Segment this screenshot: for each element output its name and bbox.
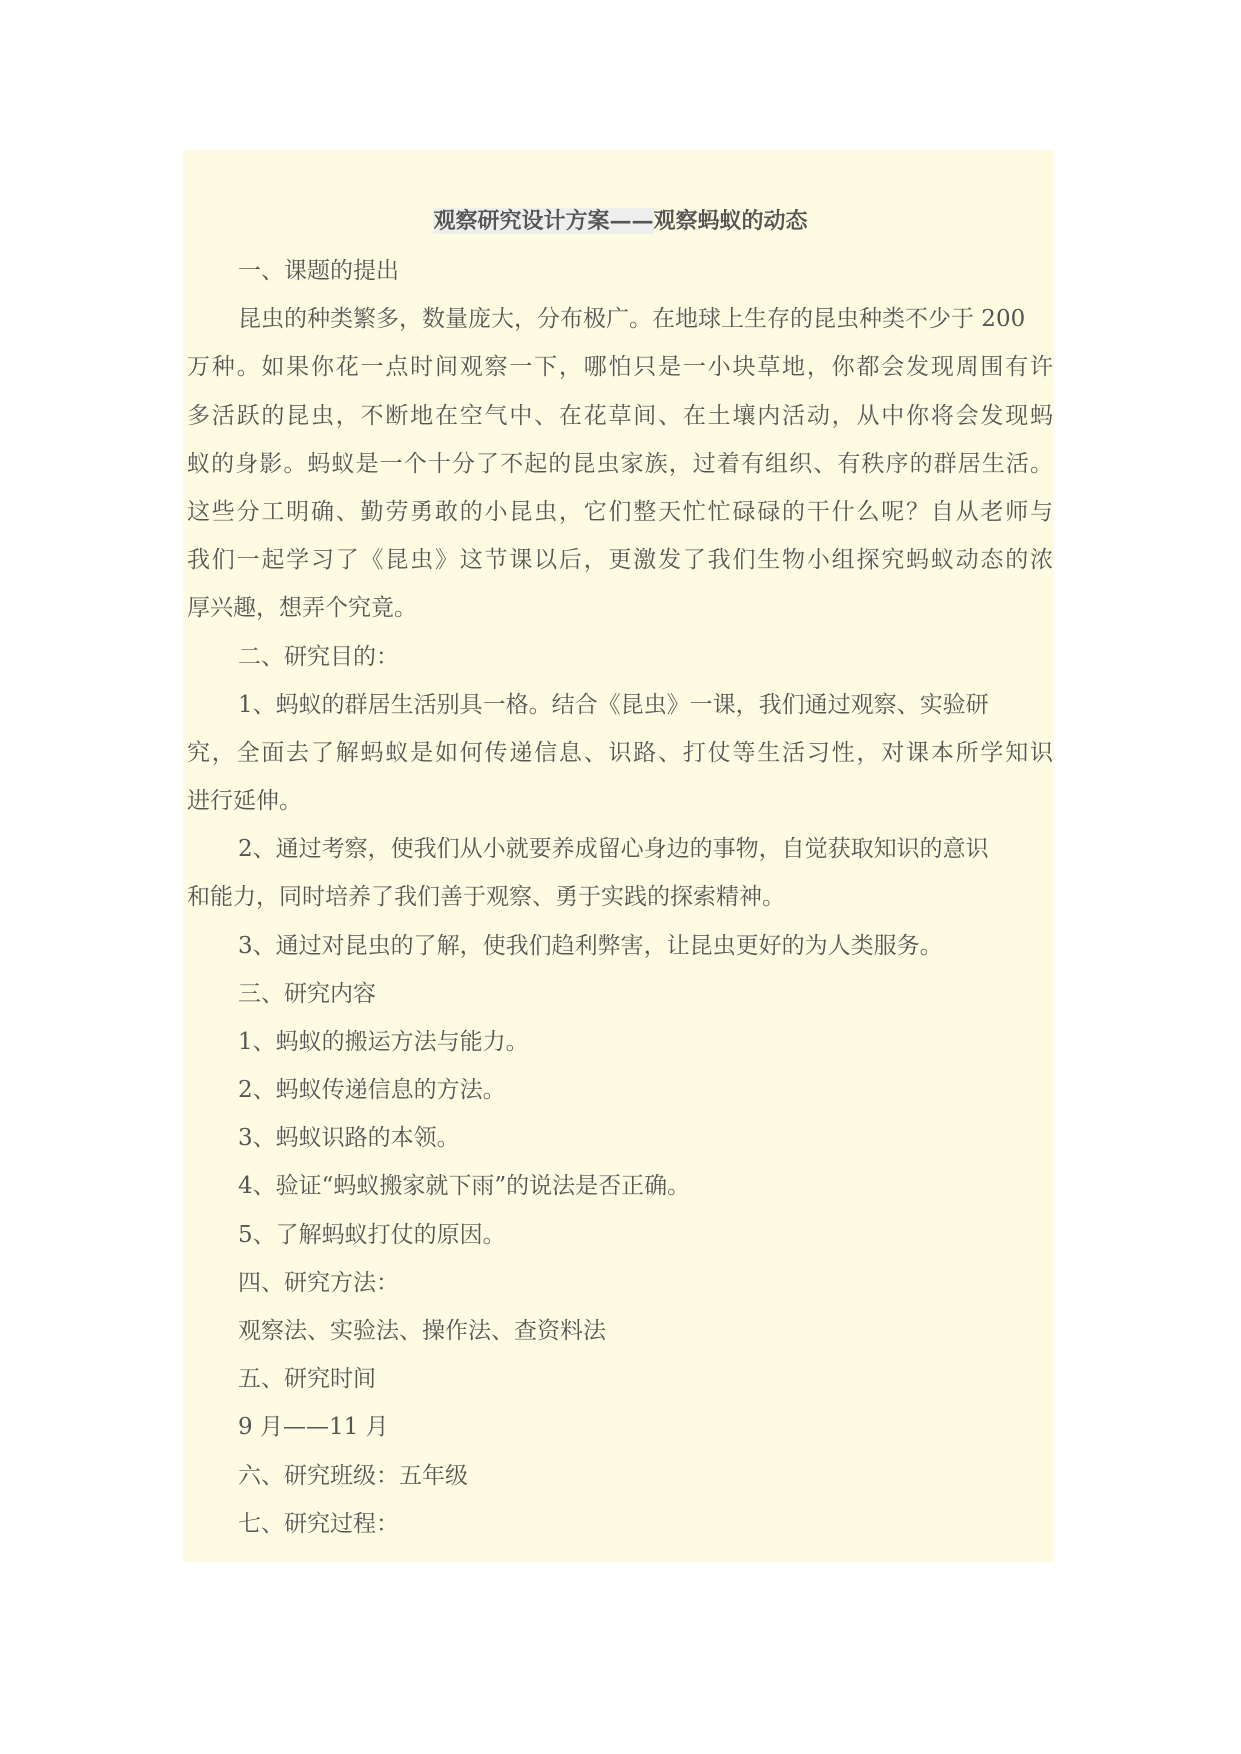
title-part1: 观察研究设计方案—— [433, 208, 654, 234]
purpose1-line-2: 究，全面去了解蚂蚁是如何传递信息、识路、打仗等生活习性，对课本所学知识 [187, 740, 1053, 766]
content-item-2: 2、蚂蚁传递信息的方法。 [238, 1077, 506, 1103]
section-heading-2: 二、研究目的： [238, 644, 399, 670]
content-item-4: 4、验证“蚂蚁搬家就下雨”的说法是否正确。 [238, 1173, 691, 1199]
section-heading-6: 六、研究班级：五年级 [238, 1463, 468, 1489]
section-heading-3: 三、研究内容 [238, 981, 376, 1007]
content-item-1: 1、蚂蚁的搬运方法与能力。 [238, 1029, 529, 1055]
purpose1-line-1: 1、蚂蚁的群居生活别具一格。结合《昆虫》一课，我们通过观察、实验研 [238, 692, 989, 718]
content-item-3: 3、蚂蚁识路的本领。 [238, 1125, 460, 1151]
section-heading-5: 五、研究时间 [238, 1366, 376, 1392]
methods-line: 观察法、实验法、操作法、查资料法 [238, 1318, 606, 1344]
content-item-5: 5、了解蚂蚁打仗的原因。 [238, 1222, 506, 1248]
section-heading-4: 四、研究方法： [238, 1270, 399, 1296]
purpose1-line-3: 进行延伸。 [187, 788, 302, 814]
intro-line-7: 厚兴趣，想弄个究竟。 [187, 595, 417, 621]
purpose2-line-1: 2、通过考察，使我们从小就要养成留心身边的事物，自觉获取知识的意识 [238, 836, 989, 862]
intro-line-5: 这些分工明确、勤劳勇敢的小昆虫，它们整天忙忙碌碌的干什么呢？自从老师与 [187, 499, 1053, 525]
intro-line-1: 昆虫的种类繁多，数量庞大，分布极广。在地球上生存的昆虫种类不少于 200 [238, 306, 1026, 332]
title-part2: 观察蚂蚁的动态 [653, 208, 808, 234]
section-heading-1: 一、课题的提出 [238, 258, 399, 284]
section-heading-7: 七、研究过程： [238, 1511, 399, 1537]
purpose3-line: 3、通过对昆虫的了解，使我们趋利弊害，让昆虫更好的为人类服务。 [238, 933, 943, 959]
purpose2-line-2: 和能力，同时培养了我们善于观察、勇于实践的探索精神。 [187, 884, 785, 910]
document-title [0, 201, 1241, 241]
intro-line-6: 我们一起学习了《昆虫》这节课以后，更激发了我们生物小组探究蚂蚁动态的浓 [187, 547, 1053, 573]
intro-line-3: 多活跃的昆虫，不断地在空气中、在花草间、在土壤内活动，从中你将会发现蚂 [187, 403, 1053, 429]
time-line: 9 月——11 月 [238, 1414, 389, 1440]
intro-line-4: 蚁的身影。蚂蚁是一个十分了不起的昆虫家族，过着有组织、有秩序的群居生活。 [187, 451, 1053, 477]
intro-line-2: 万种。如果你花一点时间观察一下，哪怕只是一小块草地，你都会发现周围有许 [187, 354, 1053, 380]
